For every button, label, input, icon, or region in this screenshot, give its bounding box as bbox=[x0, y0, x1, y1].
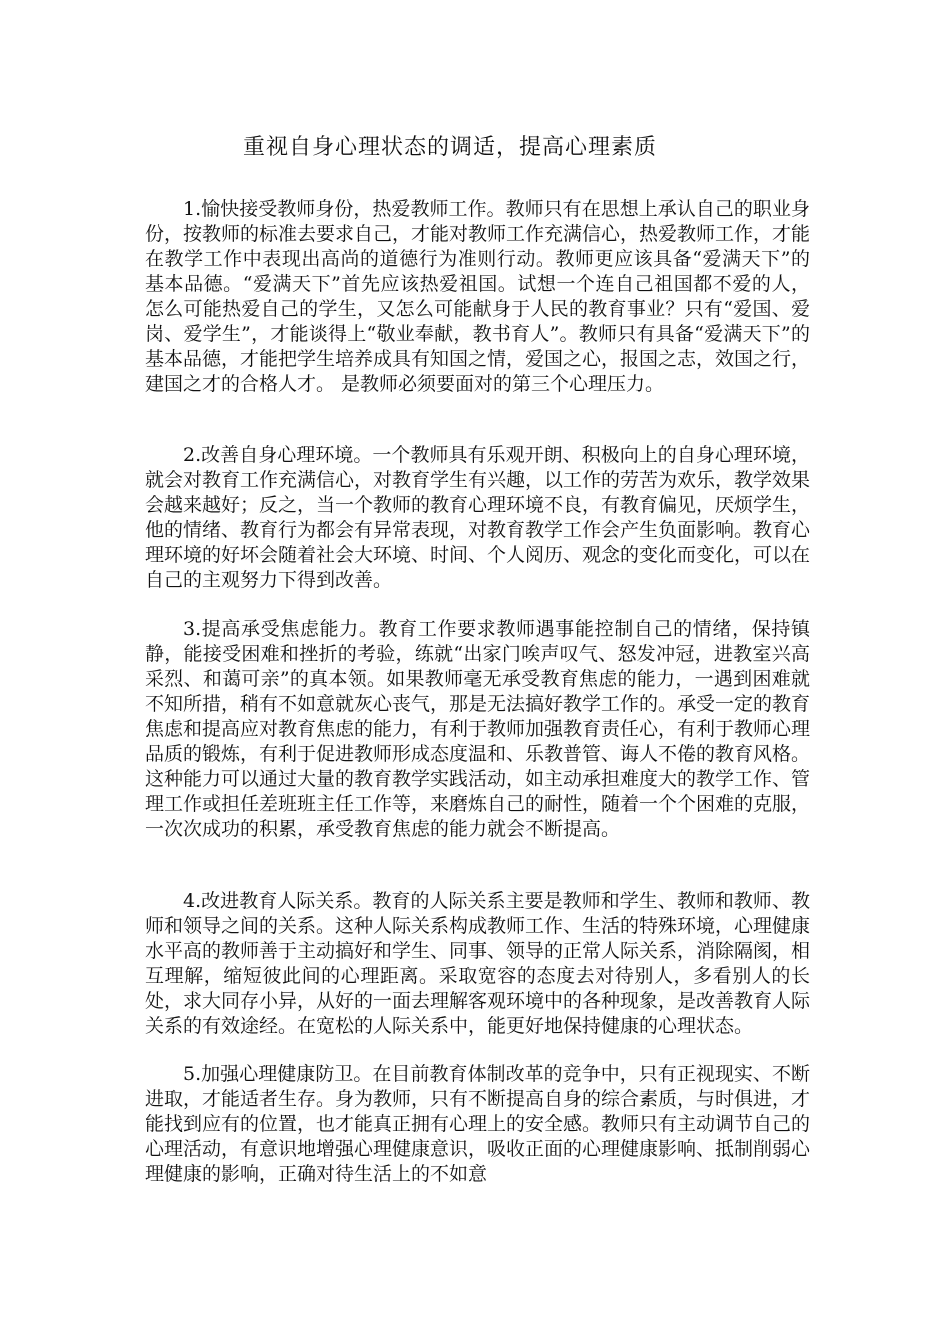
paragraph-2: 2.改善自身心理环境。一个教师具有乐观开朗、积极向上的自身心理环境，就会对教育工作充满信心，对教育学生有兴趣，以工作的劳苦为欢乐，教学效果会越来越好；反之，当一个教师的教育心理环境不良，有教育偏见，厌烦学生，他的情绪、教育行为都会有异常表现，对教育教学工作会产生负面影响。教育心理环境的好坏会随着社会大环境、时间、个人阅历、观念的变化而变化，可以在自己的主观努力下得到改善。 bbox=[145, 444, 811, 591]
paragraph-5: 5.加强心理健康防卫。在目前教育体制改革的竞争中，只有正视现实、不断进取，才能适者生存。身为教师，只有不断提高自身的综合素质，与时俱进，才能找到应有的位置，也才能真正拥有心理上的安全感。教师只有主动调节自己的心理活动，有意识地增强心理健康意识，吸收正面的心理健康影响、抵制削弱心理健康的影响，正确对待生活上的不如意 bbox=[145, 1063, 811, 1185]
document-title: 重视自身心理状态的调适，提高心理素质 bbox=[242, 135, 657, 160]
paragraph-3: 3.提高承受焦虑能力。教育工作要求教师遇事能控制自己的情绪，保持镇静，能接受困难和挫折的考验，练就“出家门唉声叹气、怒发冲冠，进教室兴高采烈、和蔼可亲”的真本领。如果教师毫无承受教育焦虑的能力，一遇到困难就不知所措，稍有不如意就灰心丧气，那是无法搞好教学工作的。承受一定的教育焦虑和提高应对教育焦虑的能力，有利于教师加强教育责任心，有利于教师心理品质的锻炼，有利于促进教师形成态度温和、乐教普管、诲人不倦的教育风格。这种能力可以通过大量的教育教学实践活动，如主动承担难度大的教学工作、管理工作或担任差班班主任工作等，来磨炼自己的耐性，随着一个个困难的克服，一次次成功的积累，承受教育焦虑的能力就会不断提高。 bbox=[145, 618, 811, 840]
paragraph-1: 1.愉快接受教师身份，热爱教师工作。教师只有在思想上承认自己的职业身份，按教师的标准去要求自己，才能对教师工作充满信心，热爱教师工作，才能在教学工作中表现出高尚的道德行为准则行动。教师更应该具备“爱满天下”的基本品德。“爱满天下”首先应该热爱祖国。试想一个连自己祖国都不爱的人，怎么可能热爱自己的学生，又怎么可能献身于人民的教育事业？只有“爱国、爱岗、爱学生”，才能谈得上“敬业奉献，教书育人”。教师只有具备“爱满天下”的基本品德，才能把学生培养成具有知国之情，爱国之心，报国之志，效国之行，建国之才的合格人才。 是教师必须要面对的第三个心理压力。 bbox=[145, 198, 811, 395]
paragraph-4: 4.改进教育人际关系。教育的人际关系主要是教师和学生、教师和教师、教师和领导之间的关系。这种人际关系构成教师工作、生活的特殊环境，心理健康水平高的教师善于主动搞好和学生、同事、领导的正常人际关系，消除隔阂，相互理解，缩短彼此间的心理距离。采取宽容的态度去对待别人，多看别人的长处，求大同存小异，从好的一面去理解客观环境中的各种现象，是改善教育人际关系的有效途经。在宽松的人际关系中，能更好地保持健康的心理状态。 bbox=[145, 890, 811, 1037]
